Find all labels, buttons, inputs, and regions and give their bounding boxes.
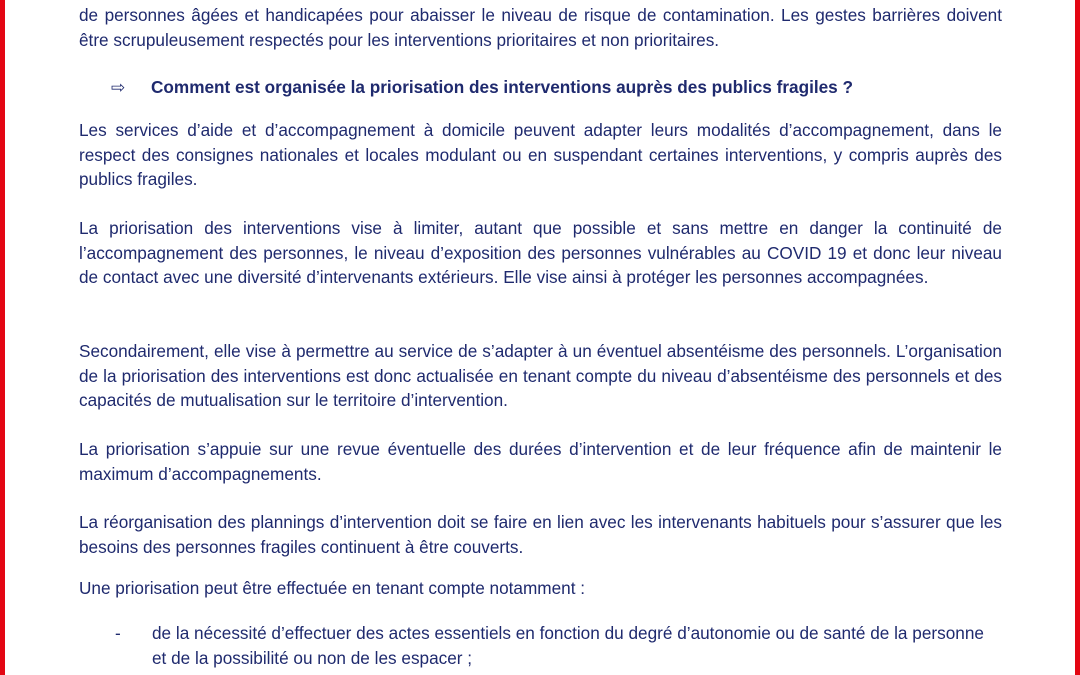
red-frame-right-border: [1075, 0, 1080, 675]
right-arrow-icon: ⇨: [111, 78, 126, 97]
paragraph: La priorisation des interventions vise à limiter, autant que possible et sans mettre en danger la continuité de l’accompagnement des personnes, le niveau d’exposition des personnes vulnérables au COVID 19 et donc leur niveau de contact avec une diversité d’intervenants extérieurs. Elle vise ainsi à protéger les personnes accompagnées.: [79, 218, 1002, 287]
paragraph: Secondairement, elle vise à permettre au service de s’adapter à un éventuel absentéisme des personnels. L’organisation de la priorisation des interventions est donc actualisée en tenant compte du niveau d’absentéisme des personnels et des capacités de mutualisation sur le territoire d’intervention.: [79, 341, 1002, 410]
list-item: [115, 621, 1002, 670]
question-text: Comment est organisée la priorisation des interventions auprès des publics fragiles ?: [151, 77, 854, 97]
paragraph: La réorganisation des plannings d’intervention doit se faire en lien avec les intervenants habituels pour s’assurer que les besoins des personnes fragiles continuent à être couverts.: [79, 512, 1002, 557]
question-heading: [111, 75, 1002, 101]
paragraph: Une priorisation peut être effectuée en tenant compte notamment :: [79, 578, 586, 598]
list-dash-marker: -: [115, 623, 121, 643]
paragraph-continuation: de personnes âgées et handicapées pour abaisser le niveau de risque de contamination. Les gestes barrières doivent être scrupuleusement respectés pour les interventions prioritaires et non prioritaires.: [79, 5, 1002, 50]
list-item-text: de la nécessité d’effectuer des actes essentiels en fonction du degré d’autonomie ou de santé de la personne et de la possibilité ou non de les espacer ;: [152, 623, 984, 668]
paragraph: Les services d’aide et d’accompagnement à domicile peuvent adapter leurs modalités d’accompagnement, dans le respect des consignes nationales et locales modulant ou en suspendant certaines interventions, y compris auprès des publics fragiles.: [79, 120, 1002, 189]
red-frame-left-border: [0, 0, 5, 675]
paragraph: La priorisation s’appuie sur une revue éventuelle des durées d’intervention et de leur fréquence afin de maintenir le maximum d’accompagnements.: [79, 439, 1002, 484]
